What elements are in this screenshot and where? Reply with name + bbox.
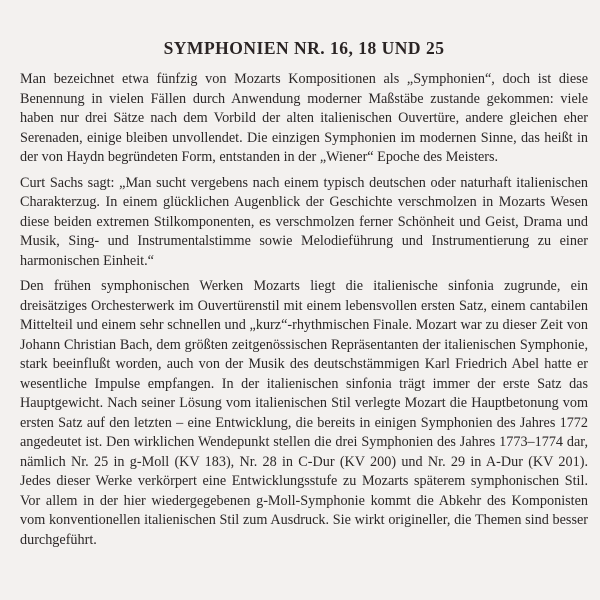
paragraph-history: Den frühen symphonischen Werken Mozarts liegt die italienische sinfonia zugrunde, ein dreisätziges Orchesterwerk im Ouvertürenstil mit einem lebensvollen ersten Satz, einem cantabilen Mittelteil und einem sehr schnellen und „kurz“-rhythmischen Finale. Mozart war zu dieser Zeit von Johann Christian Bach, dem größten zeitgenössischen Repräsentanten der italienischen Symphonie, stark beeinflußt worden, auch von der Musik des deutschstämmigen Karl Friedrich Abel hatte er wesentliche Impulse empfangen. In der italienischen sinfonia trägt immer der erste Satz das Hauptgewicht. Nach seiner Lösung vom italienischen Stil verlegte Mozart die Hauptbetonung vom ersten Satz auf den letzten – eine Entwicklung, die bereits in einigen Symphonien des Jahres 1772 angedeutet ist. Den wirklichen Wendepunkt stellen die drei Symphonien des Jahres 1773–1774 dar, nämlich Nr. 25 in g-Moll (KV 183), Nr. 28 in C-Dur (KV 200) und Nr. 29 in A-Dur (KV 201). Jedes dieser Werke verkörpert eine Entwicklungsstufe zu Mozarts späterem symphonischen Stil. Vor allem in der hier wiedergegebenen g-Moll-Symphonie kommt die Abkehr des Komponisten vom konventionellen italienischen Stil zum Ausdruck. Sie wirkt origineller, die Themen sind besser durchgeführt. [20,278,588,548]
page-title: SYMPHONIEN NR. 16, 18 UND 25 [163,38,445,58]
paragraph-quote: Curt Sachs sagt: „Man sucht vergebens nach einem typisch deutschen oder naturhaft italienischen Charakterzug. In einem glücklichen Augenblick der Geschichte verschmolzen in Mozarts Wesen diese beiden extremen Stilkomponenten, es verschmolzen ferner Schönheit und Geist, Drama und Musik, Sing- und Instrumentalstimme sowie Melodieführung und Instrumentierung zu einer harmonischen Einheit.“ [20,174,588,269]
paragraph-intro: Man bezeichnet etwa fünfzig von Mozarts Kompositionen als „Symphonien“, doch ist diese Benennung in vielen Fällen durch Anwendung moderner Maßstäbe zustande gekommen: viele haben nur drei Sätze nach dem Vorbild der alten italienischen Ouvertüre, andere gleichen eher Serenaden, einige bleiben unvollendet. Die einzigen Symphonien im modernen Sinne, das heißt in der von Haydn begründeten Form, entstanden in der „Wiener“ Epoche des Meisters. [20,71,588,165]
